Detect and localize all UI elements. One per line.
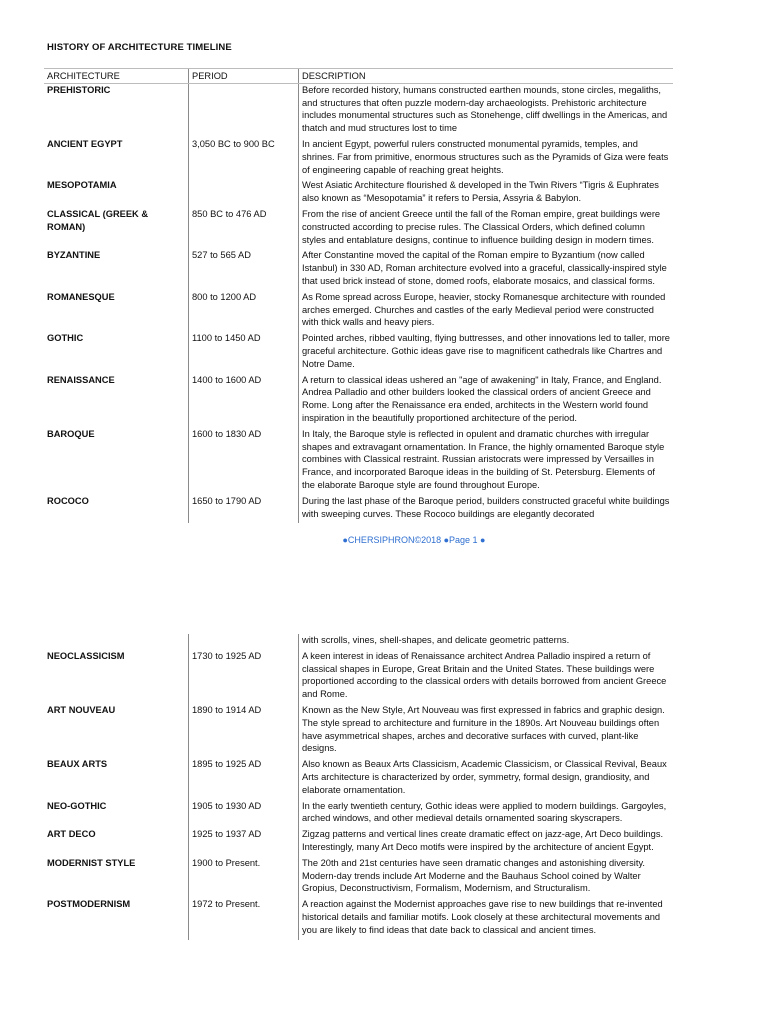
architecture-cell: MODERNIST STYLE <box>47 857 136 868</box>
table-row <box>44 800 673 829</box>
table-row <box>44 898 673 939</box>
page-footer <box>0 535 768 545</box>
description-cell: During the last phase of the Baroque period, builders constructed graceful white buildings with sweeping curves. These Rococo buildings are elegantly decorated <box>299 495 674 524</box>
period-cell: 1400 to 1600 AD <box>189 374 299 428</box>
period-cell <box>189 179 299 208</box>
table-row <box>44 179 673 208</box>
architecture-cell: ROMANESQUE <box>47 291 115 302</box>
document-title: HISTORY OF ARCHITECTURE TIMELINE <box>47 42 232 53</box>
architecture-cell: ROCOCO <box>47 495 89 506</box>
architecture-cell: NEOCLASSICISM <box>47 650 125 661</box>
period-cell <box>189 634 299 650</box>
description-cell: A reaction against the Modernist approaches gave rise to new buildings that re-invented historical details and familiar motifs. Look closely at these architectural movements and you are likely to find ideas that date back to classical and ancient times. <box>299 898 674 939</box>
period-cell: 1890 to 1914 AD <box>189 704 299 758</box>
architecture-cell: ANCIENT EGYPT <box>47 138 123 149</box>
table-header-row <box>44 69 673 84</box>
period-cell: 1925 to 1937 AD <box>189 828 299 857</box>
table-row <box>44 249 673 290</box>
header-period: PERIOD <box>189 69 299 84</box>
table-row <box>44 374 673 428</box>
table-row <box>44 634 673 650</box>
period-cell: 3,050 BC to 900 BC <box>189 138 299 179</box>
table-row <box>44 857 673 898</box>
table-row <box>44 428 673 495</box>
table-row <box>44 758 673 799</box>
architecture-cell: BEAUX ARTS <box>47 759 108 770</box>
architecture-cell: ART DECO <box>47 829 96 840</box>
table-row <box>44 828 673 857</box>
description-cell: Before recorded history, humans constructed earthen mounds, stone circles, megaliths, and structures that often puzzle modern-day archaeologists. Prehistoric architecture includes monumental structures such as Stonehenge, cliff dwellings in the Americas, and thatch and mud structures lost to time <box>299 83 674 138</box>
period-cell: 1600 to 1830 AD <box>189 428 299 495</box>
header-description: DESCRIPTION <box>299 69 674 84</box>
architecture-cell: PREHISTORIC <box>47 84 111 95</box>
header-architecture: ARCHITECTURE <box>44 69 189 84</box>
description-cell: Known as the New Style, Art Nouveau was first expressed in fabrics and graphic design. The style spread to architecture and furniture in the 1890s. Art Nouveau buildings often have asymmetrical shapes, arches and decorative surfaces with curved, plant-like designs. <box>299 704 674 758</box>
period-cell: 800 to 1200 AD <box>189 291 299 332</box>
architecture-cell: RENAISSANCE <box>47 374 115 385</box>
architecture-cell <box>44 634 189 650</box>
period-cell <box>189 83 299 138</box>
description-cell: Also known as Beaux Arts Classicism, Academic Classicism, or Classical Revival, Beaux Arts architecture is characterized by order, symmetry, formal design, grandiosity, and elaborate ornamentation. <box>299 758 674 799</box>
description-cell: In ancient Egypt, powerful rulers constructed monumental pyramids, temples, and shrines. Far from primitive, enormous structures such as the Pyramids of Giza were feats of engineering capable of reaching great heights. <box>299 138 674 179</box>
table-row <box>44 291 673 332</box>
description-cell: with scrolls, vines, shell-shapes, and delicate geometric patterns. <box>299 634 674 650</box>
period-cell: 1895 to 1925 AD <box>189 758 299 799</box>
architecture-cell: BAROQUE <box>47 428 95 439</box>
table-row <box>44 495 673 524</box>
table-row <box>44 138 673 179</box>
period-cell: 1730 to 1925 AD <box>189 650 299 704</box>
architecture-cell: NEO-GOTHIC <box>47 800 107 811</box>
description-cell: After Constantine moved the capital of the Roman empire to Byzantium (now called Istanbul) in 330 AD, Roman architecture evolved into a graceful, classically-inspired style that used brick instead of stone, domed roofs, elaborate mosaics, and classical forms. <box>299 249 674 290</box>
footer-text: ●CHERSIPHRON©2018 ●Page 1 ● <box>342 535 486 545</box>
description-cell: Pointed arches, ribbed vaulting, flying buttresses, and other innovations led to taller, more graceful architecture. Gothic ideas gave rise to magnificent cathedrals like Chartres and Notre Dame. <box>299 332 674 373</box>
description-cell: West Asiatic Architecture flourished & developed in the Twin Rivers “Tigris & Euphrates also known as “Mesopotamia” it refers to Persia, Assyria & Babylon. <box>299 179 674 208</box>
architecture-cell: GOTHIC <box>47 333 84 344</box>
period-cell: 1900 to Present. <box>189 857 299 898</box>
description-cell: From the rise of ancient Greece until the fall of the Roman empire, great buildings were constructed according to precise rules. The Classical Orders, which defined column styles and entablature designs, continue to influence building design in modern times. <box>299 208 674 249</box>
architecture-cell: BYZANTINE <box>47 250 101 261</box>
table-row <box>44 83 673 138</box>
period-cell: 1972 to Present. <box>189 898 299 939</box>
description-cell: In Italy, the Baroque style is reflected in opulent and dramatic churches with irregular shapes and extravagant ornamentation. In France, the highly ornamented Baroque style combines with Classical restraint. Russian aristocrats were impressed by Versailles in France, and incorporated Baroque ideas in the building of St. Petersburg. Elements of the elaborate Baroque style are found throughout Europe. <box>299 428 674 495</box>
table-row <box>44 650 673 704</box>
table-row <box>44 332 673 373</box>
architecture-cell: POSTMODERNISM <box>47 899 131 910</box>
architecture-cell: ART NOUVEAU <box>47 704 116 715</box>
architecture-table-page-1 <box>44 68 673 523</box>
table-row <box>44 208 673 249</box>
architecture-cell: MESOPOTAMIA <box>47 180 117 191</box>
architecture-cell: CLASSICAL (GREEK & ROMAN) <box>47 208 149 232</box>
table-row <box>44 704 673 758</box>
description-cell: A keen interest in ideas of Renaissance architect Andrea Palladio inspired a return of classical shapes in Europe, Great Britain and the United States. These buildings were proportioned according to the classical orders with details borrowed from ancient Greece and Rome. <box>299 650 674 704</box>
description-cell: In the early twentieth century, Gothic ideas were applied to modern buildings. Gargoyles, arched windows, and other medieval details ornamented soaring skyscrapers. <box>299 800 674 829</box>
description-cell: A return to classical ideas ushered an "age of awakening" in Italy, France, and England. Andrea Palladio and other builders looked the classical orders of ancient Greece and Rome. Long after the Renaissance era ended, architects in the Western world found inspiration in the beautifully proportioned architecture of the period. <box>299 374 674 428</box>
period-cell: 1905 to 1930 AD <box>189 800 299 829</box>
architecture-table-page-2 <box>44 634 673 940</box>
description-cell: Zigzag patterns and vertical lines create dramatic effect on jazz-age, Art Deco buildings. Interestingly, many Art Deco motifs were inspired by the architecture of ancient Egypt. <box>299 828 674 857</box>
period-cell: 527 to 565 AD <box>189 249 299 290</box>
period-cell: 850 BC to 476 AD <box>189 208 299 249</box>
period-cell: 1100 to 1450 AD <box>189 332 299 373</box>
description-cell: As Rome spread across Europe, heavier, stocky Romanesque architecture with rounded arches emerged. Churches and castles of the early Medieval period were constructed with thick walls and heavy piers. <box>299 291 674 332</box>
description-cell: The 20th and 21st centuries have seen dramatic changes and astonishing diversity. Modern-day trends include Art Moderne and the Bauhaus School coined by Walter Gropius, Deconstructivism, Formalism, Modernism, and Structuralism. <box>299 857 674 898</box>
period-cell: 1650 to 1790 AD <box>189 495 299 524</box>
